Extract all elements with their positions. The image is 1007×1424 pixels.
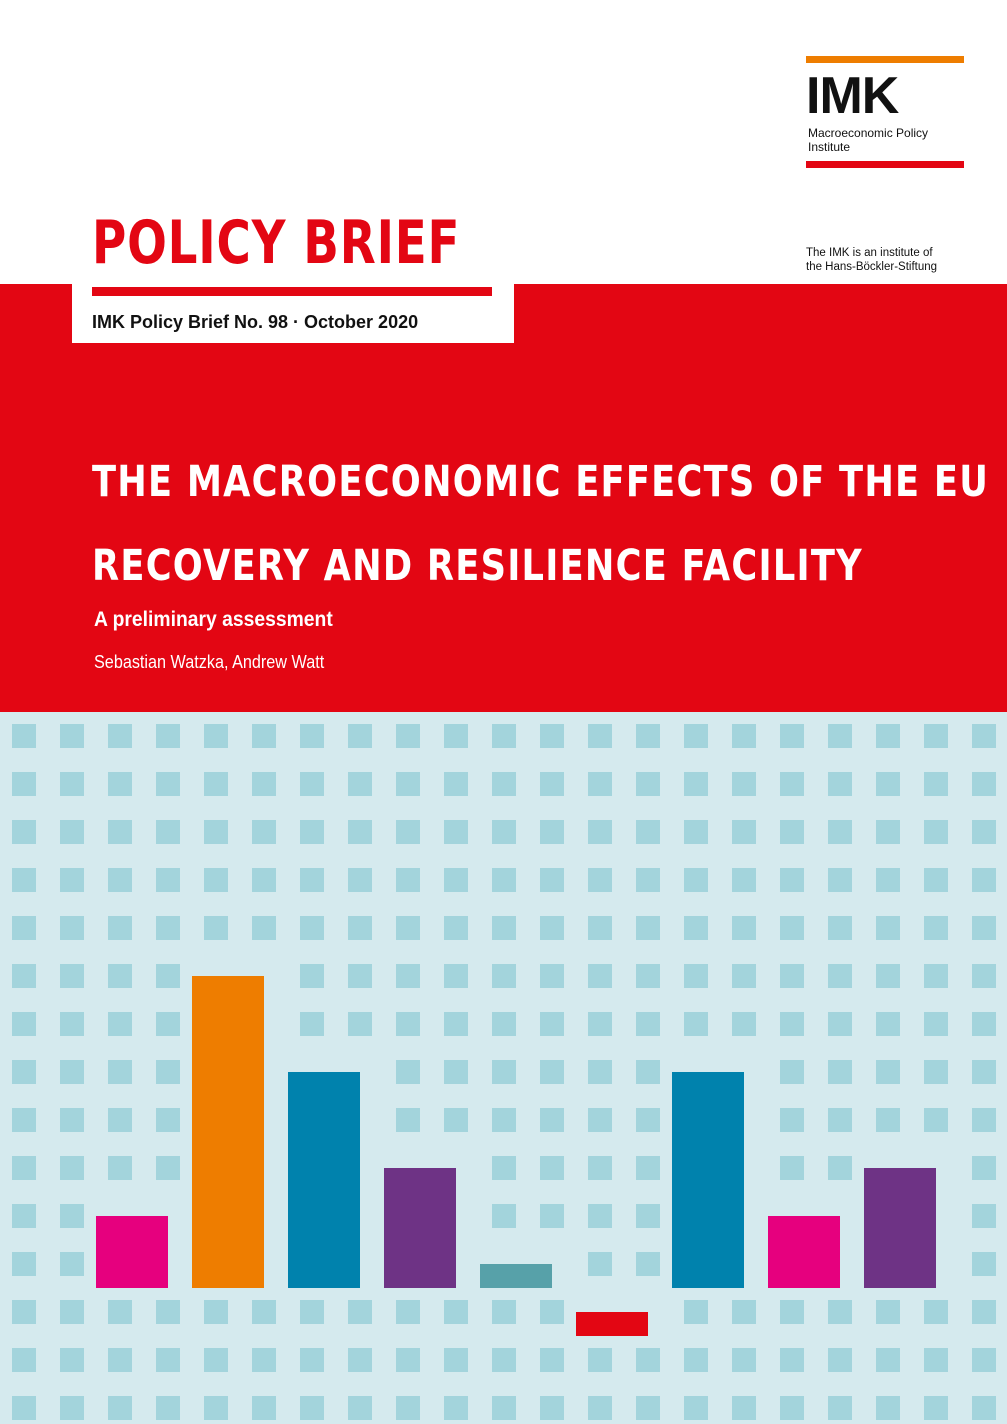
grid-square (876, 820, 900, 844)
grid-square (636, 916, 660, 940)
grid-square (588, 964, 612, 988)
grid-square (972, 916, 996, 940)
grid-square (540, 1156, 564, 1180)
grid-square (60, 868, 84, 892)
grid-square (636, 1012, 660, 1036)
grid-square (60, 1252, 84, 1276)
grid-square (204, 772, 228, 796)
grid-square (972, 772, 996, 796)
grid-square (300, 1012, 324, 1036)
grid-square (732, 1396, 756, 1420)
grid-square (252, 868, 276, 892)
grid-square (108, 772, 132, 796)
grid-square (300, 964, 324, 988)
grid-square (972, 1204, 996, 1228)
grid-square (732, 964, 756, 988)
grid-square (444, 724, 468, 748)
grid-square (636, 772, 660, 796)
grid-square (540, 724, 564, 748)
grid-square (924, 868, 948, 892)
grid-square (492, 1204, 516, 1228)
grid-square (108, 1348, 132, 1372)
grid-square (540, 868, 564, 892)
grid-square (876, 1060, 900, 1084)
grid-square (732, 772, 756, 796)
grid-square (204, 820, 228, 844)
grid-square (972, 820, 996, 844)
grid-square (828, 724, 852, 748)
grid-square (396, 1300, 420, 1324)
grid-square (444, 1396, 468, 1420)
grid-square (540, 1348, 564, 1372)
grid-square (108, 1060, 132, 1084)
grid-square (828, 1012, 852, 1036)
grid-square (828, 820, 852, 844)
grid-square (972, 1012, 996, 1036)
grid-square (252, 916, 276, 940)
grid-square (540, 964, 564, 988)
logo-subtitle (808, 126, 964, 154)
document-authors: Sebastian Watzka, Andrew Watt (94, 652, 325, 672)
grid-square (924, 1396, 948, 1420)
graphic-bar (864, 1168, 936, 1288)
grid-square (252, 1300, 276, 1324)
graphic-bar (192, 976, 264, 1288)
grid-square (780, 772, 804, 796)
grid-square (540, 1396, 564, 1420)
grid-square (300, 1396, 324, 1420)
grid-square (252, 724, 276, 748)
grid-square (108, 916, 132, 940)
grid-square (972, 1396, 996, 1420)
grid-square (684, 1348, 708, 1372)
grid-square (732, 916, 756, 940)
grid-square (444, 1060, 468, 1084)
grid-square (972, 724, 996, 748)
grid-square (108, 1396, 132, 1420)
grid-square (684, 1300, 708, 1324)
grid-square (972, 1252, 996, 1276)
grid-square (300, 1300, 324, 1324)
grid-square (588, 916, 612, 940)
grid-square (156, 964, 180, 988)
grid-square (444, 1012, 468, 1036)
grid-square (540, 820, 564, 844)
grid-square (204, 1300, 228, 1324)
grid-square (636, 1252, 660, 1276)
grid-square (636, 868, 660, 892)
grid-square (876, 724, 900, 748)
grid-square (540, 1204, 564, 1228)
grid-square (588, 1108, 612, 1132)
grid-square (780, 1396, 804, 1420)
grid-square (300, 724, 324, 748)
grid-square (732, 868, 756, 892)
grid-square (348, 772, 372, 796)
grid-square (300, 820, 324, 844)
grid-square (60, 772, 84, 796)
grid-square (492, 820, 516, 844)
grid-square (492, 1108, 516, 1132)
grid-square (492, 1012, 516, 1036)
series-title-underline (92, 287, 492, 296)
institute-note-line: the Hans-Böckler-Stiftung (806, 261, 938, 273)
grid-square (492, 1396, 516, 1420)
grid-square (924, 772, 948, 796)
grid-square (588, 1012, 612, 1036)
grid-square (12, 964, 36, 988)
grid-square (780, 916, 804, 940)
grid-square (780, 1156, 804, 1180)
grid-square (348, 1396, 372, 1420)
grid-square (540, 916, 564, 940)
grid-square (588, 1156, 612, 1180)
grid-square (348, 1012, 372, 1036)
grid-square (204, 1348, 228, 1372)
grid-square (540, 1012, 564, 1036)
grid-square (12, 724, 36, 748)
grid-square (108, 724, 132, 748)
grid-square (12, 916, 36, 940)
grid-square (252, 772, 276, 796)
grid-square (972, 868, 996, 892)
grid-square (60, 1348, 84, 1372)
grid-square (588, 1396, 612, 1420)
grid-square (492, 1348, 516, 1372)
grid-square (156, 1300, 180, 1324)
grid-square (60, 1012, 84, 1036)
grid-square (60, 1156, 84, 1180)
grid-square (444, 1300, 468, 1324)
grid-square (108, 820, 132, 844)
grid-square (252, 1348, 276, 1372)
grid-square (300, 1348, 324, 1372)
grid-square (732, 724, 756, 748)
grid-square (348, 964, 372, 988)
grid-square (828, 964, 852, 988)
grid-square (876, 916, 900, 940)
grid-square (588, 1060, 612, 1084)
grid-square (636, 964, 660, 988)
institute-note (806, 246, 986, 274)
grid-square (252, 820, 276, 844)
grid-square (300, 916, 324, 940)
grid-square (204, 1396, 228, 1420)
grid-square (636, 1396, 660, 1420)
grid-square (972, 1348, 996, 1372)
grid-square (60, 916, 84, 940)
grid-square (588, 724, 612, 748)
grid-square (636, 1348, 660, 1372)
grid-square (732, 1012, 756, 1036)
grid-square (588, 868, 612, 892)
logo-subtitle-line: Institute (808, 140, 851, 154)
grid-square (444, 916, 468, 940)
grid-square (684, 820, 708, 844)
grid-square (972, 1156, 996, 1180)
document-title (92, 440, 990, 608)
grid-square (540, 1300, 564, 1324)
grid-square (108, 868, 132, 892)
grid-square (924, 1300, 948, 1324)
grid-square (828, 1156, 852, 1180)
grid-square (60, 1300, 84, 1324)
imk-logo (806, 56, 964, 170)
grid-square (636, 724, 660, 748)
grid-square (828, 916, 852, 940)
logo-word: IMK (806, 67, 899, 125)
grid-square (12, 868, 36, 892)
grid-square (12, 772, 36, 796)
grid-square (300, 772, 324, 796)
grid-square (636, 820, 660, 844)
series-title: POLICY BRIEF (92, 208, 461, 278)
grid-square (60, 1060, 84, 1084)
grid-square (972, 964, 996, 988)
cover-graphic (0, 712, 1007, 1424)
logo-top-bar (806, 56, 964, 63)
grid-square (12, 820, 36, 844)
grid-square (396, 1396, 420, 1420)
grid-square (876, 1108, 900, 1132)
grid-square (780, 1300, 804, 1324)
grid-square (924, 724, 948, 748)
grid-square (492, 1060, 516, 1084)
grid-square (732, 1348, 756, 1372)
grid-square (444, 772, 468, 796)
grid-square (108, 1108, 132, 1132)
grid-square (348, 916, 372, 940)
grid-square (924, 964, 948, 988)
grid-square (156, 1012, 180, 1036)
grid-square (780, 1108, 804, 1132)
grid-square (12, 1396, 36, 1420)
grid-square (972, 1060, 996, 1084)
grid-square (732, 820, 756, 844)
grid-square (636, 1060, 660, 1084)
grid-square (780, 964, 804, 988)
grid-square (156, 1156, 180, 1180)
grid-square (588, 820, 612, 844)
grid-square (12, 1300, 36, 1324)
grid-square (444, 964, 468, 988)
grid-square (156, 724, 180, 748)
grid-square (972, 1108, 996, 1132)
grid-square (780, 1348, 804, 1372)
grid-square (396, 724, 420, 748)
grid-square (156, 1060, 180, 1084)
grid-square (684, 964, 708, 988)
grid-square (876, 772, 900, 796)
grid-square (156, 820, 180, 844)
logo-subtitle-line: Macroeconomic Policy (808, 126, 929, 140)
logo-bottom-bar (806, 161, 964, 168)
grid-square (924, 1348, 948, 1372)
grid-square (396, 868, 420, 892)
grid-square (780, 724, 804, 748)
graphic-bar (480, 1264, 552, 1288)
grid-square (828, 1300, 852, 1324)
grid-square (828, 868, 852, 892)
grid-square (636, 1204, 660, 1228)
grid-square (156, 1108, 180, 1132)
grid-square (444, 1108, 468, 1132)
document-title-line: THE MACROECONOMIC EFFECTS OF THE EU (92, 457, 990, 507)
grid-square (396, 1012, 420, 1036)
grid-square (348, 1348, 372, 1372)
grid-square (828, 1396, 852, 1420)
grid-square (684, 1012, 708, 1036)
grid-square (780, 820, 804, 844)
grid-square (156, 772, 180, 796)
grid-square (588, 1204, 612, 1228)
grid-square (876, 1396, 900, 1420)
grid-square (12, 1108, 36, 1132)
grid-square (924, 820, 948, 844)
grid-square (60, 964, 84, 988)
grid-square (684, 724, 708, 748)
grid-square (108, 964, 132, 988)
grid-square (60, 1204, 84, 1228)
grid-square (12, 1348, 36, 1372)
grid-square (204, 724, 228, 748)
grid-square (108, 1300, 132, 1324)
grid-square (348, 724, 372, 748)
grid-square (588, 1348, 612, 1372)
graphic-bar (672, 1072, 744, 1288)
grid-square (492, 1300, 516, 1324)
grid-square (492, 868, 516, 892)
grid-square (828, 1060, 852, 1084)
institute-note-line: The IMK is an institute of (806, 247, 933, 259)
grid-square (396, 1348, 420, 1372)
grid-square (828, 1348, 852, 1372)
grid-square (156, 1348, 180, 1372)
grid-square (396, 916, 420, 940)
grid-square (12, 1012, 36, 1036)
grid-square (876, 964, 900, 988)
grid-square (684, 772, 708, 796)
grid-square (60, 820, 84, 844)
grid-square (540, 772, 564, 796)
grid-square (12, 1204, 36, 1228)
grid-square (204, 868, 228, 892)
grid-square (396, 1060, 420, 1084)
grid-square (828, 772, 852, 796)
grid-square (348, 820, 372, 844)
grid-square (924, 916, 948, 940)
grid-square (12, 1252, 36, 1276)
grid-square (156, 1396, 180, 1420)
grid-square (444, 1348, 468, 1372)
grid-square (588, 1252, 612, 1276)
graphic-bar (384, 1168, 456, 1288)
grid-square (108, 1012, 132, 1036)
grid-square (684, 1396, 708, 1420)
grid-square (348, 1300, 372, 1324)
graphic-bar (768, 1216, 840, 1288)
document-subtitle: A preliminary assessment (94, 608, 333, 631)
grid-square (12, 1060, 36, 1084)
grid-square (60, 724, 84, 748)
grid-square (684, 868, 708, 892)
grid-square (924, 1060, 948, 1084)
grid-square (828, 1108, 852, 1132)
grid-square (300, 868, 324, 892)
grid-square (348, 868, 372, 892)
graphic-bar (288, 1072, 360, 1288)
grid-square (636, 1108, 660, 1132)
grid-square (876, 1300, 900, 1324)
grid-square (60, 1108, 84, 1132)
grid-square (732, 1300, 756, 1324)
grid-square (204, 916, 228, 940)
grid-square (924, 1012, 948, 1036)
grid-square (252, 1396, 276, 1420)
grid-square (876, 1348, 900, 1372)
grid-square (492, 724, 516, 748)
grid-square (396, 772, 420, 796)
grid-square (780, 1060, 804, 1084)
grid-square (396, 1108, 420, 1132)
grid-square (540, 1060, 564, 1084)
grid-square (444, 868, 468, 892)
graphic-bar (96, 1216, 168, 1288)
grid-square (492, 772, 516, 796)
grid-square (540, 1108, 564, 1132)
grid-square (780, 868, 804, 892)
grid-square (636, 1156, 660, 1180)
cover-graphic-svg (0, 712, 1007, 1424)
grid-square (588, 772, 612, 796)
grid-square (108, 1156, 132, 1180)
grid-square (396, 820, 420, 844)
issue-line: IMK Policy Brief No. 98 · October 2020 (92, 312, 419, 332)
grid-square (492, 916, 516, 940)
grid-square (492, 964, 516, 988)
grid-square (876, 868, 900, 892)
grid-square (876, 1012, 900, 1036)
grid-square (972, 1300, 996, 1324)
grid-square (396, 964, 420, 988)
grid-square (60, 1396, 84, 1420)
graphic-bar (576, 1312, 648, 1336)
grid-square (156, 868, 180, 892)
grid-square (156, 916, 180, 940)
grid-square (780, 1012, 804, 1036)
grid-square (924, 1108, 948, 1132)
document-title-line: RECOVERY AND RESILIENCE FACILITY (92, 541, 863, 591)
grid-square (12, 1156, 36, 1180)
grid-square (684, 916, 708, 940)
grid-square (444, 820, 468, 844)
grid-square (492, 1156, 516, 1180)
